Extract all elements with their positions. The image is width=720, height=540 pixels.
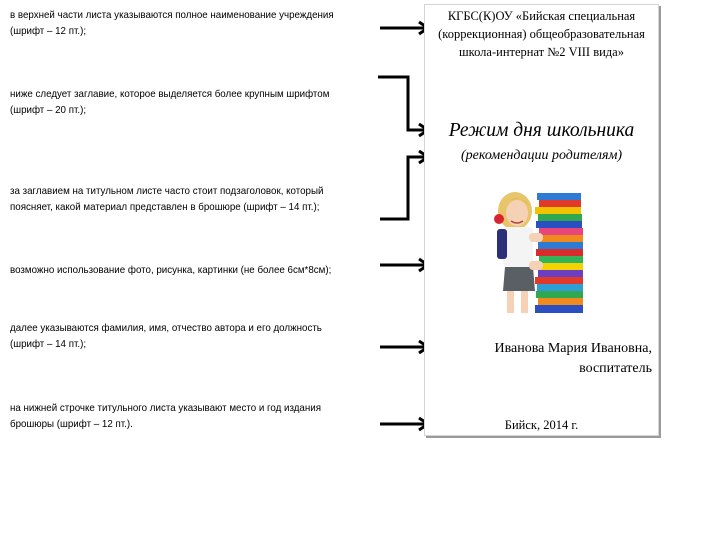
arrow-place-year: [380, 418, 428, 430]
note-subtitle: за заглавием на титульном листе часто стоит подзаголовок, который поясняет, какой материал представлен в брошюре (шрифт – 14 пт.);: [10, 185, 324, 213]
arrow-title: [378, 77, 428, 136]
place-and-year: Бийск, 2014 г.: [504, 418, 579, 432]
schoolgirl-with-books-image: [485, 181, 605, 321]
arrow-picture: [380, 259, 428, 271]
institution-name: [431, 7, 652, 61]
note-institution-name: в верхней части листа указываются полное наименование учреждения (шрифт – 12 пт.);: [10, 9, 334, 37]
note-place-year: на нижней строчке титульного листа указывают место и год издания брошюры (шрифт – 12 пт.).: [10, 402, 321, 430]
brochure-subtitle: (рекомендации родителям): [460, 148, 623, 163]
note-picture: возможно использование фото, рисунка, картинки (не более 6см*8см);: [10, 264, 332, 276]
brochure-title: Режим дня школьника: [448, 120, 635, 141]
arrow-subtitle: [380, 151, 428, 219]
arrow-author: [380, 341, 428, 353]
book-stack: [535, 193, 583, 313]
arrow-institution: [380, 22, 428, 34]
author-name: Иванова Мария Ивановна,: [494, 341, 652, 356]
author-position: воспитатель: [579, 361, 652, 376]
institution-line-1: КГБС(К)ОУ «Бийская специальная: [447, 9, 636, 23]
institution-line-3: школа-интернат №2 VIII вида»: [459, 45, 624, 59]
institution-line-2: (коррекционная) общеобразовательная: [438, 27, 645, 41]
author-block: [494, 339, 652, 379]
brochure-title-page: [424, 4, 659, 436]
note-author: далее указываются фамилия, имя, отчество автора и его должность (шрифт – 14 пт.);: [10, 322, 322, 350]
note-title: ниже следует заглавие, которое выделяется более крупным шрифтом (шрифт – 20 пт.);: [10, 88, 330, 116]
